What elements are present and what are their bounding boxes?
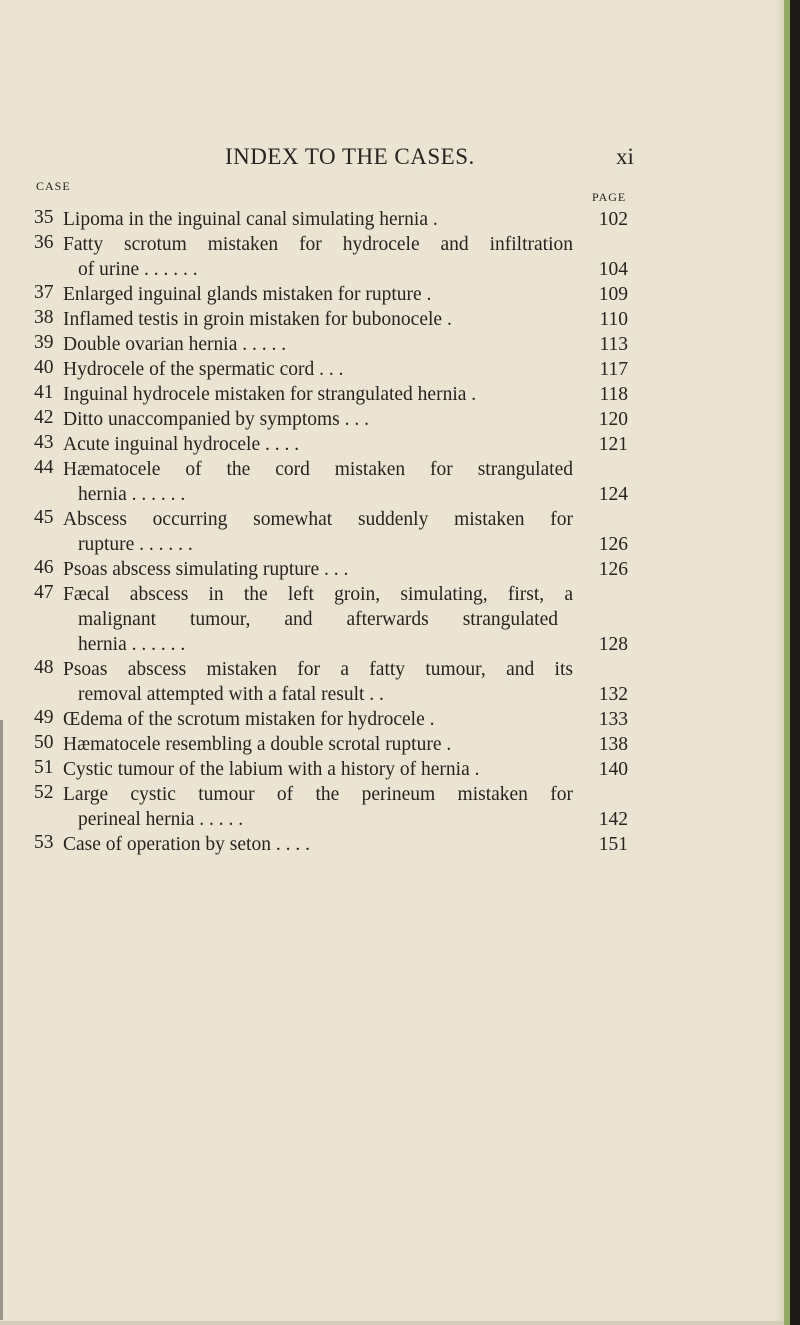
entry-title-continued: hernia . . . . . . bbox=[78, 484, 186, 505]
case-number: 48 bbox=[34, 657, 54, 678]
entry-title: Fatty scrotum mistaken for hydrocele and infiltration bbox=[63, 234, 573, 255]
entry-title: Hæmatocele resembling a double scrotal rupture . bbox=[63, 734, 452, 755]
index-entry bbox=[0, 732, 800, 757]
entry-title: Inflamed testis in groin mistaken for bubonocele . bbox=[63, 309, 452, 330]
case-number: 49 bbox=[34, 707, 54, 728]
page-reference: 128 bbox=[598, 634, 628, 655]
entry-title: Hæmatocele of the cord mistaken for strangulated bbox=[63, 459, 573, 480]
page-reference: 126 bbox=[598, 534, 628, 555]
page-reference: 132 bbox=[598, 684, 628, 705]
page-reference: 120 bbox=[598, 409, 628, 430]
entry-title-continued: of urine . . . . . . bbox=[78, 259, 198, 280]
page-reference: 124 bbox=[598, 484, 628, 505]
entry-title-continued: perineal hernia . . . . . bbox=[78, 809, 244, 830]
case-number: 42 bbox=[34, 407, 54, 428]
page-column-heading: PAGE bbox=[592, 190, 627, 204]
case-number: 43 bbox=[34, 432, 54, 453]
page-reference: 151 bbox=[598, 834, 628, 855]
page-reference: 140 bbox=[598, 759, 628, 780]
running-head bbox=[0, 142, 800, 172]
case-number: 51 bbox=[34, 757, 54, 778]
entry-title: Psoas abscess mistaken for a fatty tumour, and its bbox=[63, 659, 573, 680]
case-number: 44 bbox=[34, 457, 54, 478]
case-number: 52 bbox=[34, 782, 54, 803]
index-entry bbox=[0, 457, 800, 507]
index-entry bbox=[0, 332, 800, 357]
entry-title-continued: rupture . . . . . . bbox=[78, 534, 193, 555]
page-reference: 117 bbox=[599, 359, 628, 380]
entry-title-continued: hernia . . . . . . bbox=[78, 634, 186, 655]
entry-title-continued: removal attempted with a fatal result . . bbox=[78, 684, 384, 705]
entry-title: Œdema of the scrotum mistaken for hydrocele . bbox=[63, 709, 435, 730]
index-entry bbox=[0, 307, 800, 332]
index-entry bbox=[0, 657, 800, 707]
page-reference: 109 bbox=[598, 284, 628, 305]
case-number: 40 bbox=[34, 357, 54, 378]
entry-title: Case of operation by seton . . . . bbox=[63, 834, 310, 855]
entry-title-continued: malignant tumour, and afterwards strangulated bbox=[78, 609, 558, 630]
page-reference: 118 bbox=[599, 384, 628, 405]
case-number: 41 bbox=[34, 382, 54, 403]
case-number: 53 bbox=[34, 832, 54, 853]
entry-title: Double ovarian hernia . . . . . bbox=[63, 334, 287, 355]
entry-title: Psoas abscess simulating rupture . . . bbox=[63, 559, 349, 580]
case-number: 50 bbox=[34, 732, 54, 753]
index-entry bbox=[0, 282, 800, 307]
page-bottom-edge bbox=[0, 1321, 784, 1325]
page-reference: 113 bbox=[599, 334, 628, 355]
page-reference: 110 bbox=[599, 309, 628, 330]
case-number: 46 bbox=[34, 557, 54, 578]
page-reference: 138 bbox=[598, 734, 628, 755]
index-entry bbox=[0, 507, 800, 557]
page-reference: 121 bbox=[598, 434, 628, 455]
index-entry bbox=[0, 707, 800, 732]
index-entry bbox=[0, 207, 800, 232]
index-entry bbox=[0, 382, 800, 407]
entry-title: Acute inguinal hydrocele . . . . bbox=[63, 434, 300, 455]
entry-title: Hydrocele of the spermatic cord . . . bbox=[63, 359, 344, 380]
index-entry bbox=[0, 757, 800, 782]
index-entry bbox=[0, 832, 800, 857]
page-reference: 133 bbox=[598, 709, 628, 730]
page-reference: 102 bbox=[598, 209, 628, 230]
case-number: 45 bbox=[34, 507, 54, 528]
case-number: 35 bbox=[34, 207, 54, 228]
page-reference: 126 bbox=[598, 559, 628, 580]
entry-title: Lipoma in the inguinal canal simulating hernia . bbox=[63, 209, 438, 230]
case-number: 38 bbox=[34, 307, 54, 328]
case-number: 39 bbox=[34, 332, 54, 353]
index-entry bbox=[0, 557, 800, 582]
page-reference: 142 bbox=[598, 809, 628, 830]
entry-title: Cystic tumour of the labium with a history of hernia . bbox=[63, 759, 480, 780]
index-entry bbox=[0, 582, 800, 657]
entry-title: Inguinal hydrocele mistaken for strangulated hernia . bbox=[63, 384, 477, 405]
page-reference: 104 bbox=[598, 259, 628, 280]
case-number: 47 bbox=[34, 582, 54, 603]
index-entries bbox=[0, 207, 800, 857]
entry-title: Large cystic tumour of the perineum mistaken for bbox=[63, 784, 573, 805]
case-column-heading: CASE bbox=[36, 179, 71, 193]
case-number: 37 bbox=[34, 282, 54, 303]
index-entry bbox=[0, 357, 800, 382]
entry-title: Ditto unaccompanied by symptoms . . . bbox=[63, 409, 370, 430]
index-entry bbox=[0, 232, 800, 282]
entry-title: Enlarged inguinal glands mistaken for rupture . bbox=[63, 284, 432, 305]
index-entry bbox=[0, 407, 800, 432]
page-number: xi bbox=[616, 144, 634, 169]
index-entry bbox=[0, 432, 800, 457]
index-entry bbox=[0, 782, 800, 832]
case-number: 36 bbox=[34, 232, 54, 253]
entry-title: Fæcal abscess in the left groin, simulating, first, a bbox=[63, 584, 573, 605]
page-title: INDEX TO THE CASES. bbox=[225, 144, 475, 169]
entry-title: Abscess occurring somewhat suddenly mistaken for bbox=[63, 509, 573, 530]
